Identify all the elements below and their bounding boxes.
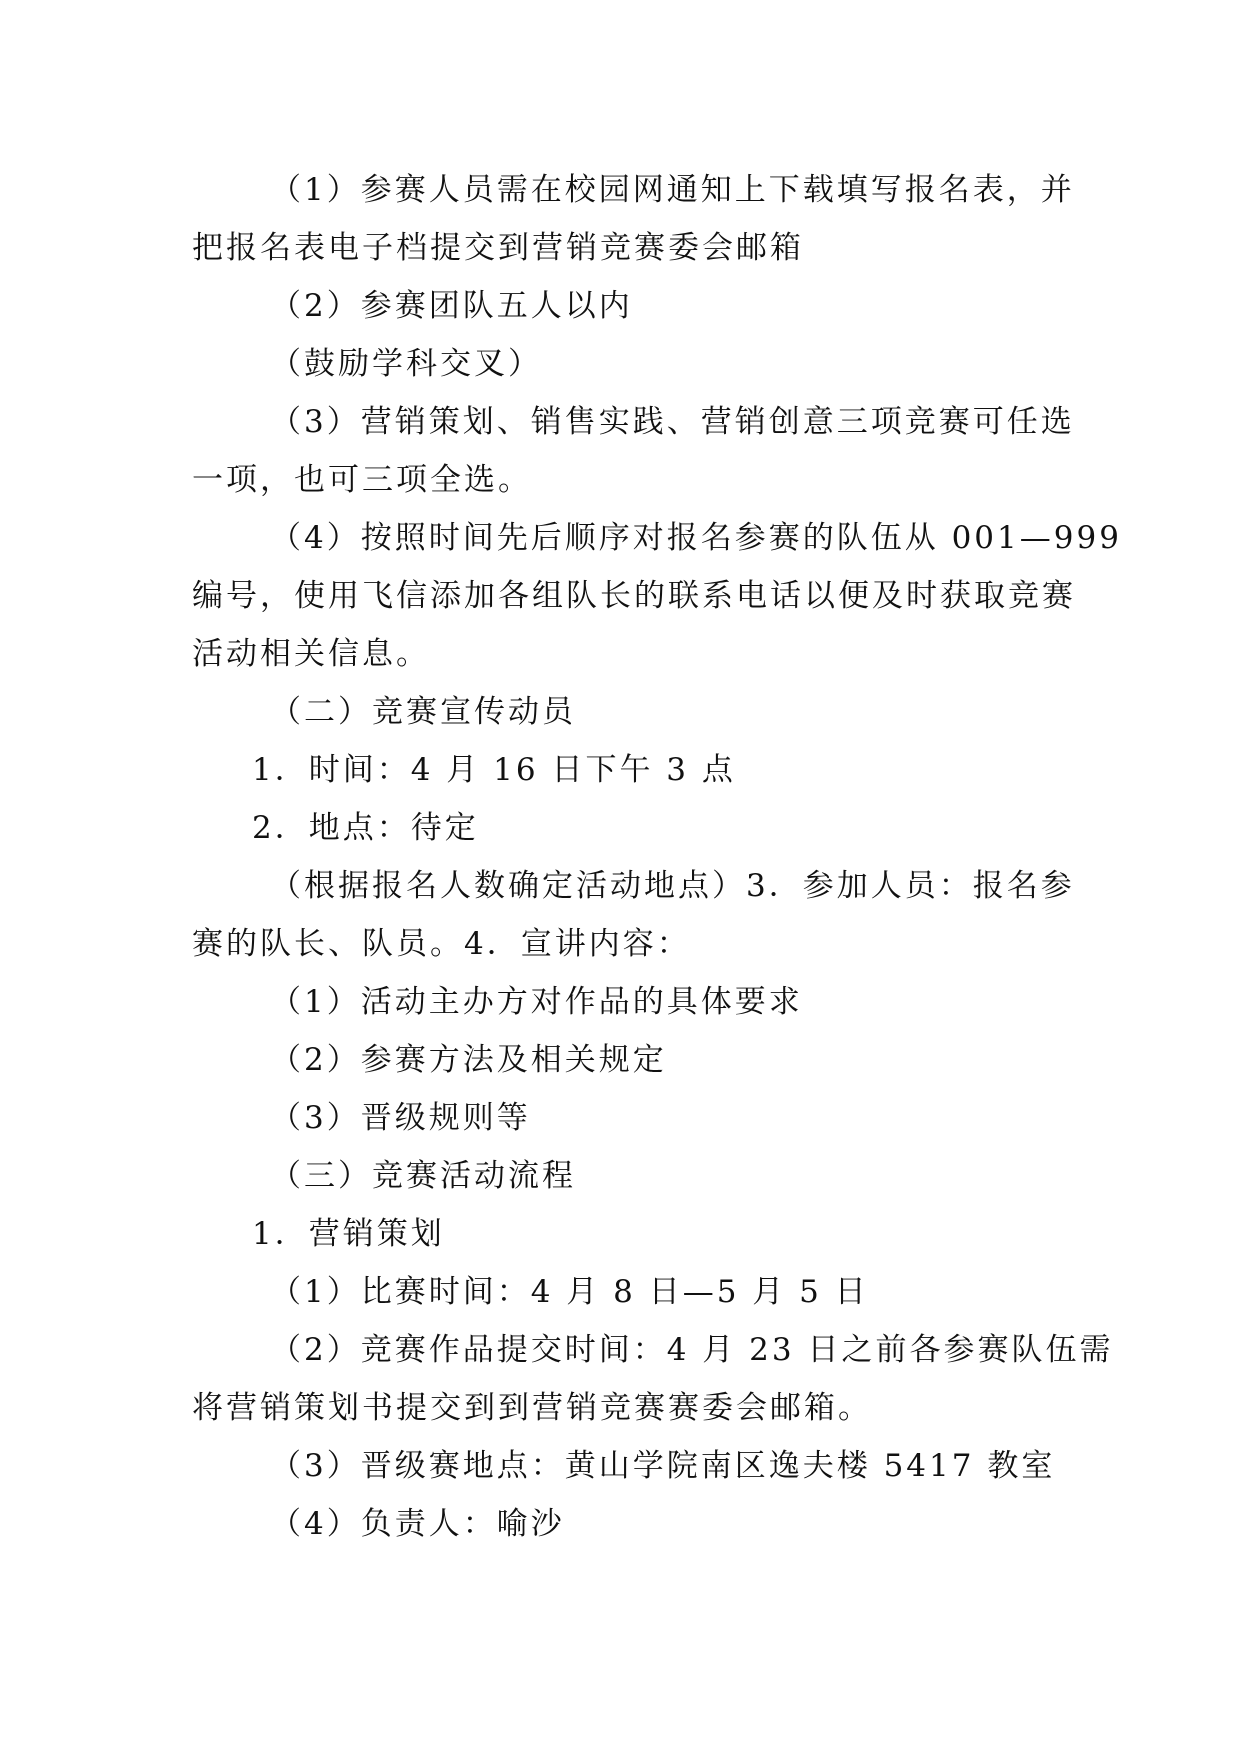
- paragraph-line: （根据报名人数确定活动地点）3．参加人员：报名参: [270, 868, 1075, 904]
- paragraph-line: （4）负责人：喻沙: [270, 1506, 565, 1542]
- paragraph-line: （1）活动主办方对作品的具体要求: [270, 984, 803, 1020]
- paragraph-line: （3）营销策划、销售实践、营销创意三项竞赛可任选: [270, 404, 1075, 440]
- paragraph-line: 活动相关信息。: [192, 636, 430, 672]
- paragraph-line: （2）参赛方法及相关规定: [270, 1042, 667, 1078]
- paragraph-line: 将营销策划书提交到到营销竞赛赛委会邮箱。: [192, 1390, 872, 1426]
- paragraph-line: （鼓励学科交叉）: [270, 346, 542, 382]
- subsection-heading: 1．营销策划: [252, 1216, 445, 1252]
- paragraph-line: 把报名表电子档提交到营销竞赛委会邮箱: [192, 230, 804, 266]
- paragraph-line: 1．时间：4 月 16 日下午 3 点: [252, 752, 736, 788]
- paragraph-line: 赛的队长、队员。4．宣讲内容：: [192, 926, 691, 962]
- paragraph-line: （1）参赛人员需在校园网通知上下载填写报名表，并: [270, 172, 1075, 208]
- paragraph-line: （1）比赛时间：4 月 8 日—5 月 5 日: [270, 1274, 869, 1310]
- paragraph-line: （2）竞赛作品提交时间：4 月 23 日之前各参赛队伍需: [270, 1332, 1114, 1368]
- paragraph-line: 2．地点：待定: [252, 810, 479, 846]
- paragraph-line: （3）晋级赛地点：黄山学院南区逸夫楼 5417 教室: [270, 1448, 1056, 1484]
- section-heading: （二）竞赛宣传动员: [270, 694, 576, 730]
- paragraph-line: 一项，也可三项全选。: [192, 462, 532, 498]
- paragraph-line: （4）按照时间先后顺序对报名参赛的队伍从 001—999: [270, 520, 1122, 556]
- paragraph-line: （3）晋级规则等: [270, 1100, 531, 1136]
- paragraph-line: （2）参赛团队五人以内: [270, 288, 633, 324]
- document-body: [192, 161, 1122, 1553]
- section-heading: （三）竞赛活动流程: [270, 1158, 576, 1194]
- paragraph-line: 编号，使用飞信添加各组队长的联系电话以便及时获取竞赛: [192, 578, 1076, 614]
